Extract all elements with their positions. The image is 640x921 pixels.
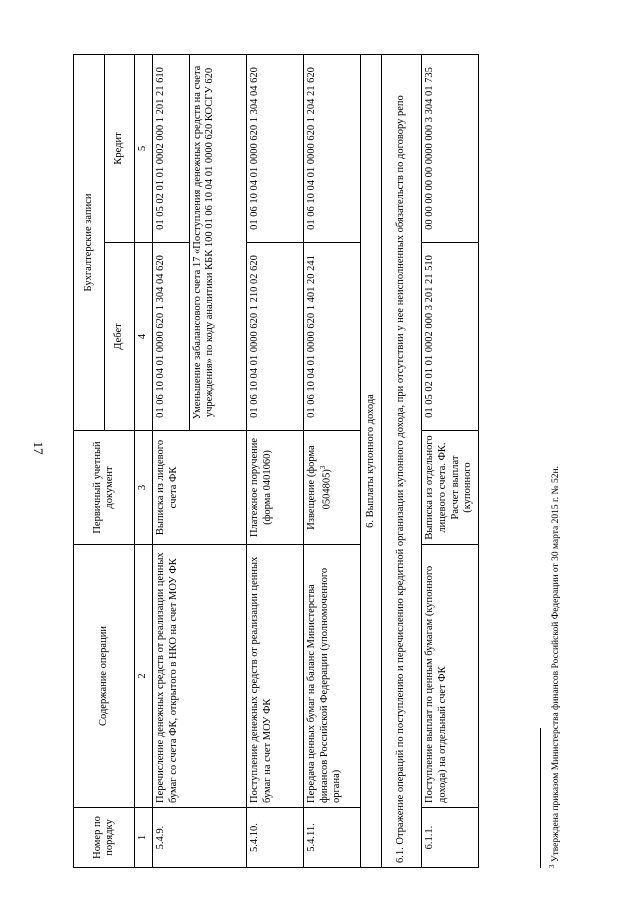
credit-entry: 01 06 10 04 01 0000 620 1 204 21 620	[304, 54, 361, 242]
row-number: 6.1.1.	[422, 808, 479, 868]
subsection-title: 6.1. Отражение операций по поступлению и перечислению кредитной организации купонного дохода, при отсутствии у нее неисполненных обязательств по договору репо	[381, 54, 422, 867]
operation-content: Поступление выплат по ценным бумагам (купонного дохода) на отдельный счет ФК	[422, 545, 479, 808]
entry-note: Уменьшение забалансового счета 17 «Поступления денежных средств на счета учреждения» по коду аналитики КБК 100 01 06 10 04 01 0000 620 КОСГУ 620	[189, 54, 246, 430]
primary-document	[304, 431, 361, 545]
footnote-reference: 3	[318, 465, 327, 470]
header-content: Содержание операции	[74, 545, 135, 808]
column-number: 2	[135, 545, 153, 808]
primary-document: Выписка из отдельного лицевого счета. ФК. Расчет выплат (купонного	[422, 431, 479, 545]
row-number: 5.4.11.	[304, 808, 361, 868]
header-entries: Бухгалтерские записи	[74, 54, 105, 430]
row-number: 5.4.10.	[246, 808, 303, 868]
accounting-table	[73, 54, 479, 868]
footnote	[548, 466, 561, 868]
debit-entry: 01 05 02 01 01 0002 000 3 201 21 510	[422, 243, 479, 431]
section-title: 6. Выплаты купонного дохода	[361, 54, 381, 867]
operation-content: Перечисление денежных средств от реализации ценных бумаг со счета ФК, открытого в НКО на счет МОУ ФК	[153, 545, 247, 808]
column-number: 5	[135, 54, 153, 242]
debit-entry: 01 06 10 04 01 0000 620 1 210 02 620	[246, 243, 303, 431]
header-credit: Кредит	[104, 54, 135, 242]
footnote-divider	[540, 728, 541, 868]
column-number: 3	[135, 431, 153, 545]
document-name: Извещение (форма 0504805)	[306, 445, 333, 530]
operation-content: Передача ценных бумаг на баланс Министерства финансов Российской Федерации (уполномоченного органа)	[304, 545, 361, 808]
column-number: 4	[135, 243, 153, 431]
row-number: 5.4.9.	[153, 808, 247, 868]
header-document: Первичный учетный документ	[74, 431, 135, 545]
debit-entry: 01 06 10 04 01 0000 620 1 401 20 241	[304, 243, 361, 431]
footnote-mark: 3	[548, 864, 556, 868]
header-debit: Дебет	[104, 243, 135, 431]
primary-document: Платежное поручение (форма 0401060)	[246, 431, 303, 545]
operation-content: Поступление денежных средств от реализации ценных бумаг на счет МОУ ФК	[246, 545, 303, 808]
page-number: 17	[31, 441, 46, 455]
column-number: 1	[135, 808, 153, 868]
header-number: Номер по порядку	[74, 808, 135, 868]
primary-document: Выписка из лицевого счета ФК	[153, 431, 247, 545]
credit-entry: 01 05 02 01 01 0002 000 1 201 21 610	[153, 54, 190, 242]
credit-entry: 01 06 10 04 01 0000 620 1 304 04 620	[246, 54, 303, 242]
credit-entry: 00 00 00 00 00 0000 000 3 304 01 735	[422, 54, 479, 242]
debit-entry: 01 06 10 04 01 0000 620 1 304 04 620	[153, 243, 190, 431]
footnote-text: Утверждена приказом Министерства финансов Российской Федерации от 30 марта 2015 г. № 52н.	[551, 466, 562, 865]
